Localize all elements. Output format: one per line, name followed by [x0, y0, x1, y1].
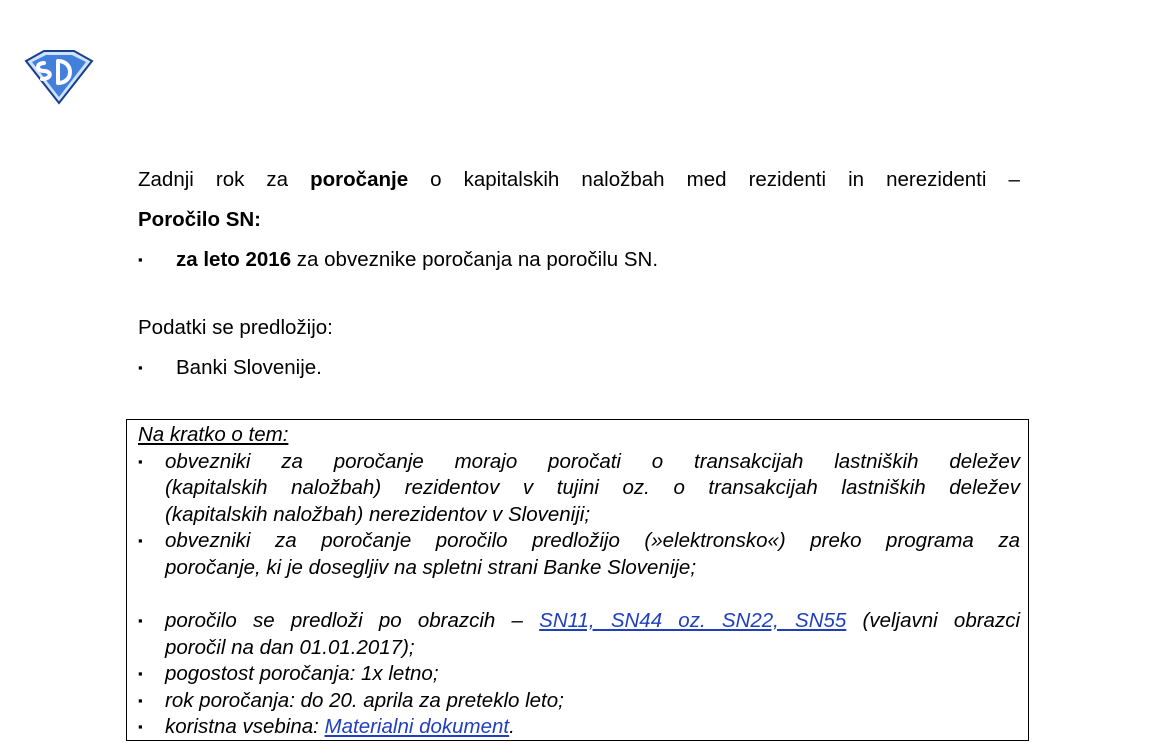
submit-heading: Podatki se predložijo: — [138, 316, 333, 339]
summary-word: tujini — [556, 476, 599, 499]
bullet-icon: ▪ — [138, 360, 143, 375]
bullet-icon: ▪ — [138, 719, 143, 734]
summary-item-forms: ▪ poročilo se predloži po obrazcih – SN11, SN44 oz. SN22, SN55 (veljavni obrazci — [138, 608, 1020, 635]
submit-bullet-text: Banki Slovenije. — [176, 356, 322, 379]
summary-item-obligation-cont — [138, 475, 1020, 502]
bullet-icon: ▪ — [138, 252, 143, 267]
summary-word: transakcijah — [708, 476, 818, 499]
deadline-line-1 — [138, 165, 1020, 205]
deadline-word: nerezidenti — [886, 168, 987, 191]
summary-word: o — [673, 476, 685, 499]
summary-word: lastniških — [841, 476, 926, 499]
deadline-word: med — [686, 168, 727, 191]
summary-word: v — [522, 476, 534, 499]
summary-item-obligation: ▪ obvezniki za poročanje morajo poročati o transakcijah lastniških deležev — [138, 449, 1020, 476]
summary-item-submission: ▪ obvezniki za poročanje poročilo predložijo (»elektronsko«) preko programa za — [138, 528, 1020, 555]
summary-item-content: ▪ koristna vsebina: Materialni dokument. — [138, 714, 1020, 741]
bullet-icon: ▪ — [138, 533, 143, 548]
deadline-word: za — [266, 168, 289, 191]
summary-item-frequency: ▪ pogostost poročanja: 1x letno; — [138, 661, 1020, 688]
deadline-word: poročanje — [310, 168, 409, 191]
summary-word: naložbah) — [291, 476, 382, 499]
year-bullet-item — [138, 245, 1020, 285]
summary-word: rezidentov — [404, 476, 500, 499]
main-content — [138, 165, 1020, 393]
report-name: Poročilo SN: — [138, 208, 262, 231]
company-logo — [22, 47, 96, 105]
summary-item-submission-end: poročanje, ki je dosegljiv na spletni strani Banke Slovenije; — [165, 555, 697, 579]
summary-box — [126, 419, 1029, 741]
bullet-icon: ▪ — [138, 453, 143, 469]
summary-word: (kapitalskih — [165, 476, 268, 499]
material-document-link[interactable]: Materialni dokument — [324, 715, 510, 738]
deadline-word: naložbah — [581, 168, 665, 191]
summary-item-forms-end: poročil na dan 01.01.2017); — [165, 635, 415, 659]
bullet-icon: ▪ — [138, 692, 143, 708]
summary-title: Na kratko o tem: — [138, 423, 289, 446]
submit-bullet-item — [138, 353, 1020, 393]
deadline-word: in — [848, 168, 865, 191]
deadline-word: kapitalskih — [463, 168, 560, 191]
deadline-line-2 — [138, 205, 1020, 245]
deadline-word: o — [430, 168, 442, 191]
year-bullet-text: za leto 2016 za obveznike poročanja na poročilu SN. — [176, 248, 659, 271]
summary-word: oz. — [622, 476, 650, 499]
summary-word: deležev — [949, 476, 1020, 499]
summary-item-deadline: ▪ rok poročanja: do 20. aprila za preteklo leto; — [138, 688, 1020, 715]
forms-link[interactable]: SN11, SN44 oz. SN22, SN55 — [539, 609, 847, 632]
deadline-word: – — [1008, 168, 1020, 191]
bullet-icon: ▪ — [138, 666, 143, 681]
deadline-word: rezidenti — [748, 168, 827, 191]
bullet-icon: ▪ — [138, 613, 143, 628]
summary-item-obligation-end: (kapitalskih naložbah) nerezidentov v Sloveniji; — [165, 502, 591, 526]
deadline-word: Zadnji — [138, 168, 194, 191]
deadline-word: rok — [215, 168, 245, 191]
